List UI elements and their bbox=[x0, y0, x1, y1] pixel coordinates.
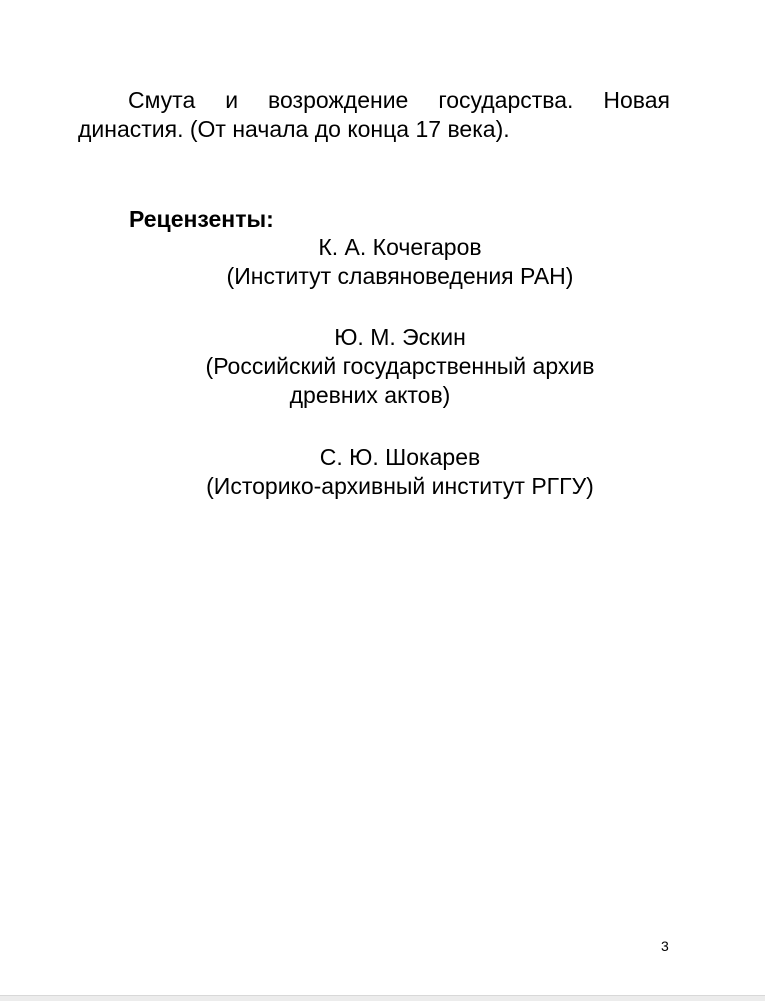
book-title: Смута и возрождение государства. Новая династия. (От начала до конца 17 века). bbox=[78, 87, 670, 142]
reviewer-affiliation: (Историко-архивный институт РГГУ) bbox=[206, 473, 594, 499]
reviewer-affiliation: (Российский государственный архив bbox=[205, 353, 595, 379]
reviewer-name: К. А. Кочегаров bbox=[318, 234, 482, 260]
reviewer-entry bbox=[120, 443, 680, 501]
reviewer-affiliation-continued: древних актов) bbox=[289, 382, 451, 408]
reviewer-entry bbox=[120, 323, 680, 410]
reviewer-affiliation: (Институт славяноведения РАН) bbox=[226, 263, 574, 289]
reviewer-name: С. Ю. Шокарев bbox=[319, 444, 481, 470]
reviewer-entry bbox=[120, 233, 680, 291]
page-number: 3 bbox=[661, 938, 669, 954]
reviewers-heading: Рецензенты: bbox=[129, 206, 274, 232]
reviewer-name: Ю. М. Эскин bbox=[334, 324, 466, 350]
page-divider bbox=[0, 995, 765, 1001]
